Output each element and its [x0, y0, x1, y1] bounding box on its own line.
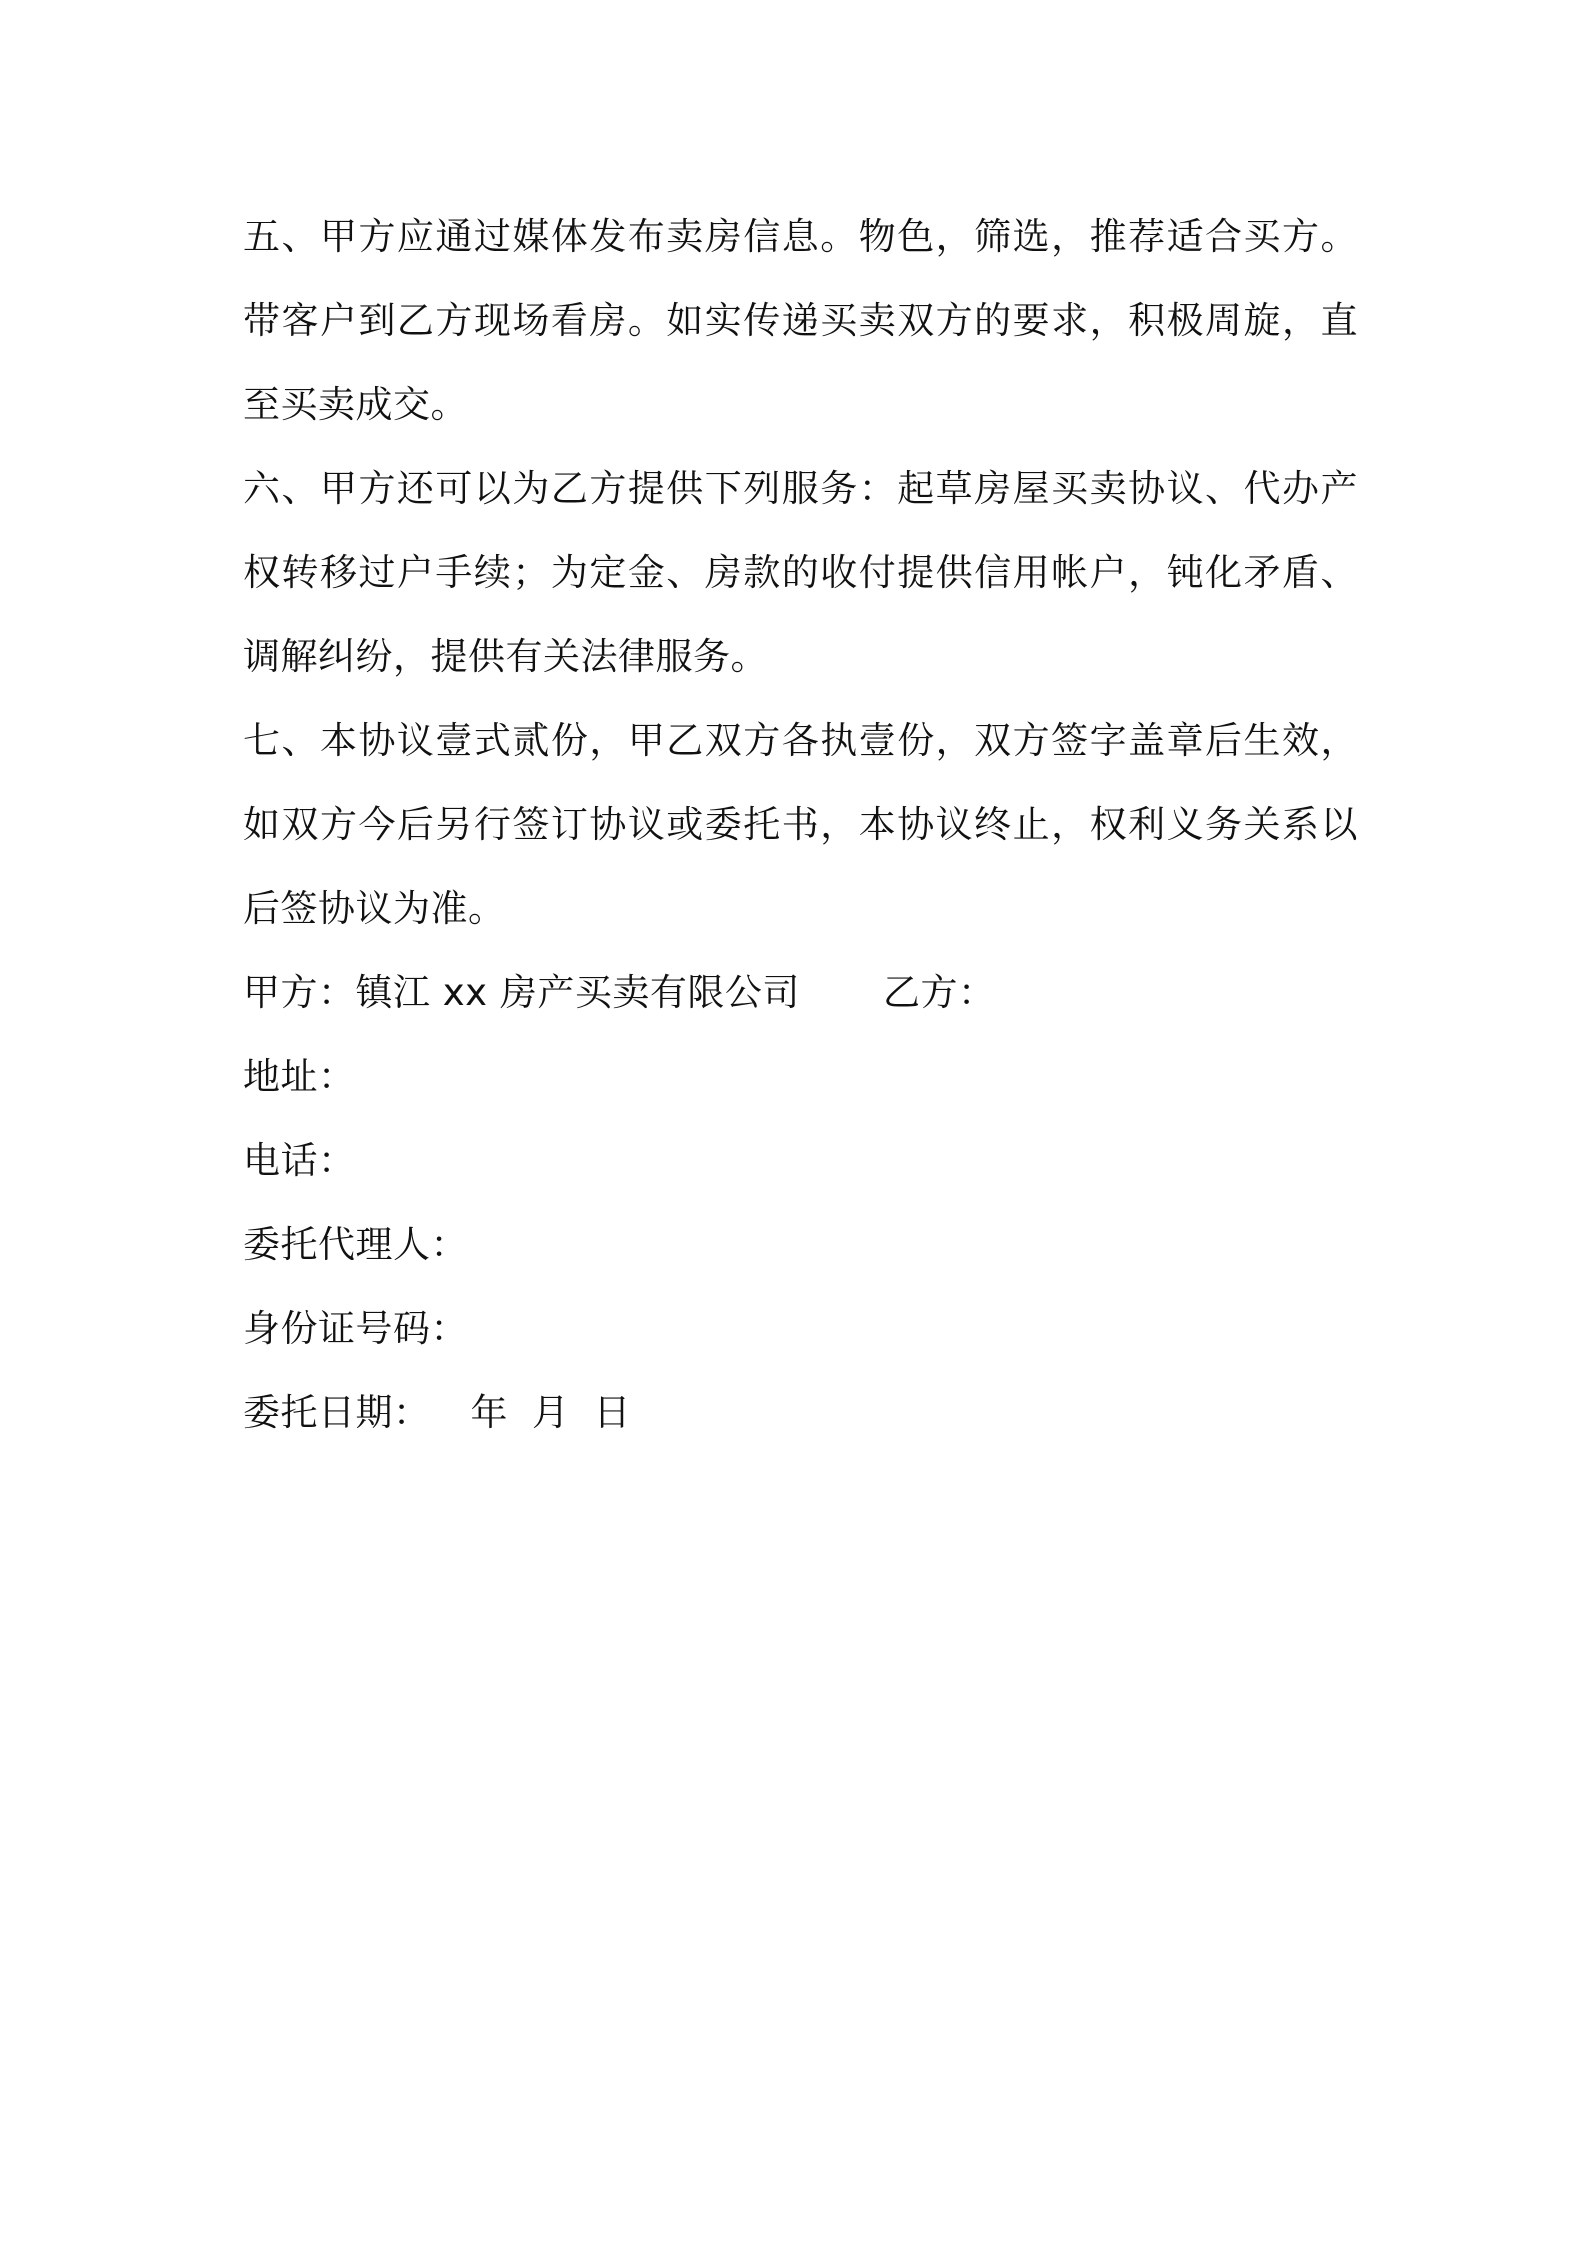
- date-year: 年: [470, 1391, 508, 1434]
- document-body: [243, 195, 1358, 1455]
- id-number-label: 身份证号码：: [243, 1307, 468, 1350]
- party-a-label: 甲方：镇江 xx 房产买卖有限公司: [243, 971, 800, 1014]
- address-label: 地址：: [243, 1055, 356, 1098]
- party-b-label: 乙方：: [883, 971, 996, 1014]
- clause-5: 五、甲方应通过媒体发布卖房信息。物色，筛选，推荐适合买方。带客户到乙方现场看房。如实传递买卖双方的要求，积极周旋，直至买卖成交。: [243, 215, 1358, 426]
- date-row: [243, 1371, 1358, 1455]
- date-day: 日: [593, 1391, 631, 1434]
- date-label: 委托日期：: [243, 1391, 431, 1434]
- phone-label: 电话：: [243, 1139, 356, 1182]
- party-row: [243, 951, 1358, 1035]
- clause-6: 六、甲方还可以为乙方提供下列服务：起草房屋买卖协议、代办产权转移过户手续；为定金、房款的收付提供信用帐户，钝化矛盾、调解纠纷，提供有关法律服务。: [243, 467, 1358, 678]
- clause-7: 七、本协议壹式贰份，甲乙双方各执壹份，双方签字盖章后生效，如双方今后另行签订协议或委托书，本协议终止，权利义务关系以后签协议为准。: [243, 719, 1358, 930]
- agent-label: 委托代理人：: [243, 1223, 468, 1266]
- date-month: 月: [532, 1391, 570, 1434]
- date-fields: [471, 1391, 656, 1434]
